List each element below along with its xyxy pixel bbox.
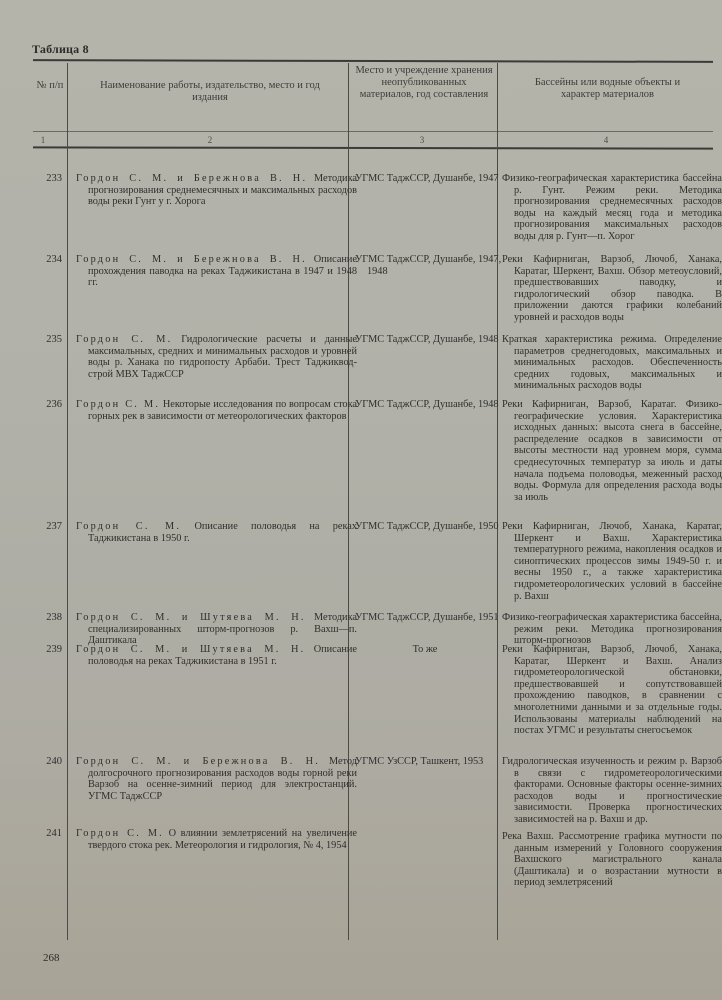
header-work-title-label: Наименование работы, издательство, место и год издания <box>100 80 320 103</box>
header-storage-place <box>355 65 493 101</box>
column-divider-3 <box>497 63 498 940</box>
author: Гордон С. М. и Шутяева М. Н. <box>76 612 306 623</box>
author: Гордон С. М. <box>76 399 161 410</box>
basin-description: Река Вахш. Рассмотрение графика мутности по данным измерений у Головного сооружения Вахшского магистрального канала (Даштикала) и о возрастании мутности в период землетрясений <box>502 831 722 889</box>
storage-place: УГМС ТаджССР, Душанбе, 1950 <box>355 521 499 532</box>
basin-description: Реки Кафирниган, Варзоб, Лючоб, Ханака, Каратаг, Шеркент и Вахш. Анализ гидрометеорологической обстановки, предшествовавшей и сопутствовавшей прохождению паводков, в сравнении с многолетними данными и за отдельные годы. Использованы материалы наблюдений на постах УГМС и результаты снегосъемок <box>502 644 722 737</box>
title: Методика специализированных шторм-прогнозов р. Вахш—п. Даштикала <box>88 612 357 647</box>
title: Методика прогнозирования среднемесячных и максимальных расходов воды реки Гунт у г. Хорога <box>88 173 357 208</box>
basin-description: Реки Кафирниган, Лючоб, Ханака, Каратаг, Шеркент и Вахш. Характеристика температурного режима, накопления осадков и синоптических процессов зимы 1949-50 г. и весны 1950 г., а также характеристика гидрометеорологических условий в бассейне р. Вахш <box>502 521 722 602</box>
row-number: 235 <box>46 334 62 345</box>
work-title <box>76 644 357 667</box>
header-number <box>33 80 67 92</box>
header-work-title <box>90 80 330 104</box>
basin-description: Реки Кафирниган, Варзоб, Лючоб, Ханака, Каратаг, Шеркент, Вахш. Обзор метеоусловий, предшествовавших паводку, и гидрологический обзор паводка. В приложении даются графики колебаний уровней и расходов воды <box>502 254 722 323</box>
header-number-label: № п/п <box>36 80 64 91</box>
basin-description: Гидрологическая изученность и режим р. Варзоб в связи с гидрометеорологическими факторами. Основные факторы осенне-зимних расходов воды и прогностические зависимости. Проверка прогностических зависимостей на р. Вахш и др. <box>502 756 722 825</box>
basin-description: Физико-географическая характеристика бассейна, режим реки. Методика прогнозирования шторм-прогнозов <box>502 612 722 647</box>
title: Описание половодья на реках Таджикистана в 1951 г. <box>88 644 358 667</box>
author: Гордон С. М. и Бережнова В. Н. <box>76 254 307 265</box>
storage-place: То же <box>412 644 438 655</box>
column-number-3: 3 <box>419 135 425 145</box>
header-top-rule <box>33 59 713 63</box>
title: Гидрологические расчеты и данные максимальных, средних и минимальных расходов и уровней воды р. Ханака по гидропосту Арбаби. Трест Таджикводстрой МВХ ТаджССР <box>88 334 358 380</box>
title: О влиянии землетрясений на увеличение твердого стока рек. Метеорология и гидрология, № 4, 1954 <box>88 828 358 851</box>
page-number: 268 <box>43 952 60 964</box>
title: Описание половодья на реках Таджикистана в 1950 г. <box>88 521 358 544</box>
row-number: 233 <box>46 173 62 184</box>
work-title <box>76 399 357 422</box>
column-number-4: 4 <box>603 135 609 145</box>
row-number: 241 <box>46 828 62 839</box>
column-divider-1 <box>67 63 68 940</box>
row-number: 236 <box>46 399 62 410</box>
author: Гордон С. М. и Бережнова В. Н. <box>76 173 308 184</box>
storage-place: УГМС УзССР, Ташкент, 1953 <box>355 756 484 767</box>
storage-place: УГМС ТаджССР, Душанбе, 1947 <box>355 173 499 184</box>
storage-place: УГМС ТаджССР, Душанбе, 1947, 1948 <box>355 254 502 277</box>
row-number: 234 <box>46 254 62 265</box>
author: Гордон С. М. <box>76 521 182 532</box>
basin-description: Краткая характеристика режима. Определение параметров среднегодовых, максимальных и минимальных расходов. Обеспеченность средних годовых, максимальных и минимальных расходов воды <box>502 334 722 392</box>
work-title <box>76 756 357 802</box>
title: Некоторые исследования по вопросам стока горных рек в зависимости от метеорологических факторов <box>88 399 358 422</box>
storage-place: УГМС ТаджССР, Душанбе, 1951 <box>355 612 499 623</box>
work-title <box>76 254 357 289</box>
title: Описание прохождения паводка на реках Таджикистана в 1947 и 1948 гг. <box>88 254 358 289</box>
author: Гордон С. М. <box>76 334 173 345</box>
row-number: 239 <box>46 644 62 655</box>
work-title <box>76 521 357 544</box>
storage-place: УГМС ТаджССР, Душанбе, 1948 <box>355 399 499 410</box>
header-bottom-rule <box>33 146 713 149</box>
author: Гордон С. М. и Шутяева М. Н. <box>76 644 306 655</box>
work-title <box>76 334 357 380</box>
column-number-2: 2 <box>207 135 213 145</box>
column-number-1: 1 <box>40 135 46 145</box>
work-title <box>76 173 357 208</box>
basin-description: Реки Кафирниган, Варзоб, Каратаг. Физико-географические условия. Характеристика исходных данных: высота снега в бассейне, распределение осадков в зависимости от высоты местности над уровнем моря, сумма среднесуточных температур за июль и даты начала подъема половодья, меженный расход воды. Формула для определения расхода воды за июль <box>502 399 722 503</box>
table-caption: Таблица 8 <box>32 42 89 56</box>
author: Гордон С. М. и Бережнова В. Н. <box>76 756 321 767</box>
work-title <box>76 612 357 647</box>
work-title <box>76 828 357 851</box>
header-basins-label: Бассейны или водные объекты и характер материалов <box>534 77 681 100</box>
storage-place: УГМС ТаджССР, Душанбе, 1948 <box>355 334 499 345</box>
header-basins <box>515 77 700 101</box>
row-number: 240 <box>46 756 62 767</box>
title: Метод долгосрочного прогнозирования расходов воды горной реки Варзоб на осенне-зимний период для электростанций. УГМС ТаджССР <box>88 756 357 802</box>
header-storage-place-label: Место и учреждение хранения неопубликованных материалов, год составления <box>355 65 493 100</box>
row-number: 237 <box>46 521 62 532</box>
author: Гордон С. М. <box>76 828 164 839</box>
basin-description: Физико-географическая характеристика бассейна р. Гунт. Режим реки. Методика прогнозирования среднемесячных расходов воды на каждый месяц года и методика прогнозирования максимальных расходов воды для р. Гунт—п. Хорог <box>502 173 722 242</box>
header-column-number-rule <box>33 131 713 132</box>
row-number: 238 <box>46 612 62 623</box>
